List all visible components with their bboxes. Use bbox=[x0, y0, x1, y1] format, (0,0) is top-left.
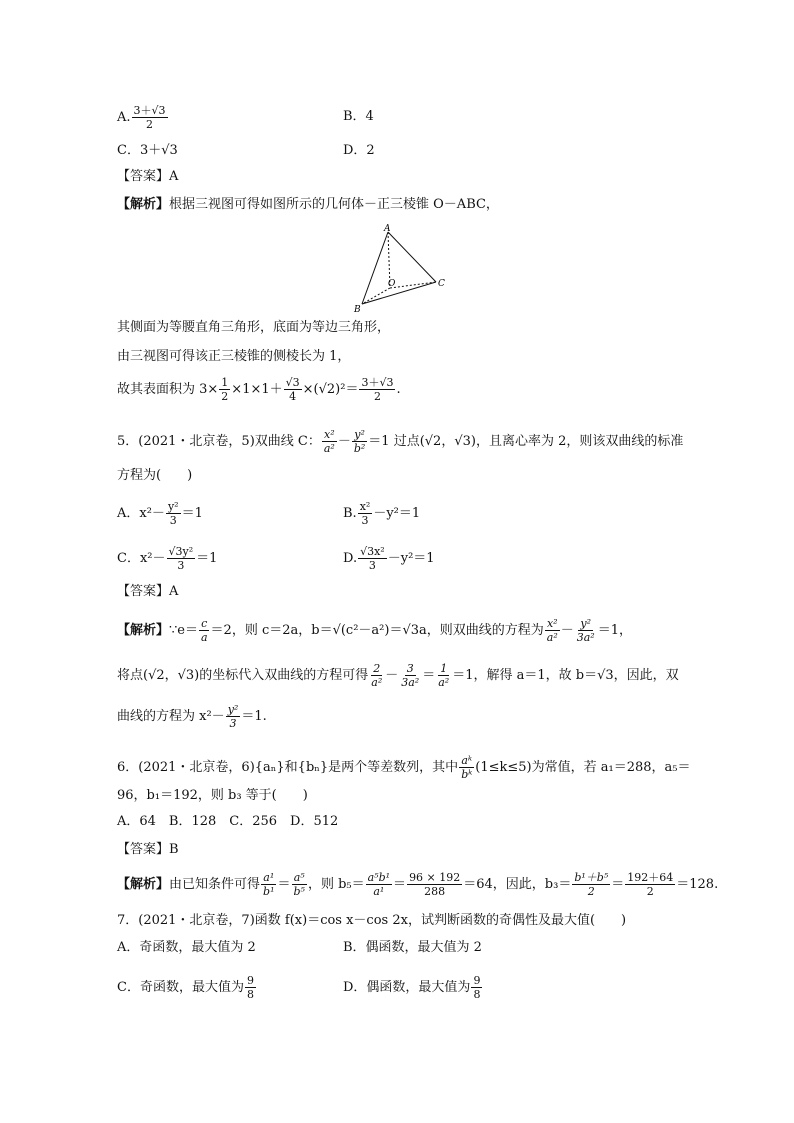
option-d: D．2 bbox=[343, 143, 375, 158]
fraction bbox=[436, 662, 451, 689]
numerator: √3 bbox=[285, 376, 300, 389]
option-b: B．4 bbox=[343, 109, 374, 124]
question-6-line2: 96，b₁＝192，则 b₃ 等于( ) bbox=[117, 788, 308, 803]
denominator: 3a² bbox=[401, 676, 420, 689]
text: 曲线的方程为 x²－ bbox=[117, 709, 225, 724]
numerator: y² bbox=[354, 428, 365, 441]
text: ×1×1＋ bbox=[231, 382, 283, 397]
text: － bbox=[337, 434, 351, 449]
fraction bbox=[132, 104, 168, 131]
text: ＝2，则 c＝2a，b＝√(c²－a²)＝√3a，则双曲线的方程为 bbox=[210, 623, 544, 638]
fraction bbox=[167, 545, 196, 572]
numerator: x² bbox=[324, 428, 335, 441]
numerator: b¹＋b⁵ bbox=[574, 871, 609, 884]
fraction bbox=[352, 428, 367, 455]
pyramid-figure bbox=[350, 224, 450, 316]
fraction bbox=[407, 871, 462, 898]
fraction bbox=[459, 754, 474, 781]
text: A．x²－ bbox=[117, 506, 165, 521]
numerator: 9 bbox=[246, 974, 254, 987]
text: C．奇函数，最大值为 bbox=[117, 980, 244, 995]
denominator: 2 bbox=[646, 885, 654, 898]
numerator: √3x² bbox=[360, 545, 385, 558]
denominator: 8 bbox=[246, 988, 254, 1001]
fraction bbox=[245, 974, 256, 1001]
text: 6．(2021・北京卷，6){aₙ}和{bₙ}是两个等差数列，其中 bbox=[117, 760, 459, 775]
fraction bbox=[572, 871, 610, 898]
text: D．偶函数，最大值为 bbox=[343, 980, 471, 995]
fraction bbox=[219, 376, 230, 403]
text: 故其表面积为 3× bbox=[117, 382, 219, 397]
text: 5．(2021・北京卷，5)双曲线 C： bbox=[117, 434, 321, 449]
denominator: bᵏ bbox=[461, 768, 473, 781]
text: D. bbox=[343, 551, 358, 566]
edge-bc bbox=[362, 282, 436, 304]
q7-option-b: B．偶函数，最大值为 2 bbox=[343, 940, 482, 955]
solution-q4-line4 bbox=[117, 376, 401, 403]
denominator: 3 bbox=[361, 514, 369, 527]
numerator: 192＋64 bbox=[627, 871, 674, 884]
denominator: b² bbox=[353, 442, 366, 455]
answer-q6: 【答案】B bbox=[117, 842, 179, 857]
q7-option-c bbox=[117, 974, 257, 1001]
text: －y²＝1 bbox=[387, 551, 435, 566]
text: ＝ bbox=[393, 877, 407, 892]
numerator: y² bbox=[167, 500, 179, 513]
text: ，则 b₅＝ bbox=[307, 877, 365, 892]
edge-ab bbox=[362, 232, 388, 304]
solution-tag: 【解析】 bbox=[117, 197, 170, 212]
numerator: y² bbox=[227, 703, 239, 716]
denominator: 3a² bbox=[576, 631, 595, 644]
edge-oc bbox=[390, 282, 436, 288]
denominator: 2 bbox=[146, 118, 154, 131]
denominator: a² bbox=[546, 631, 558, 644]
label-a: A bbox=[384, 224, 391, 234]
fraction bbox=[359, 376, 395, 403]
denominator: 3 bbox=[169, 514, 177, 527]
text: 由已知条件可得 bbox=[169, 877, 261, 892]
solution-text: 根据三视图可得如图所示的几何体－正三棱锥 O－ABC， bbox=[169, 197, 499, 212]
text: ＝ bbox=[277, 877, 291, 892]
denominator: a² bbox=[323, 442, 335, 455]
solution-q5-line1 bbox=[117, 617, 632, 644]
fraction bbox=[199, 617, 210, 644]
text: (1≤k≤5)为常值，若 a₁＝288，a₅＝ bbox=[475, 760, 691, 775]
text: ＝1， bbox=[597, 623, 632, 638]
fraction bbox=[358, 500, 373, 527]
edge-ac bbox=[388, 232, 436, 282]
denominator: 2 bbox=[221, 390, 229, 403]
numerator: 1 bbox=[440, 662, 448, 675]
q7-option-d bbox=[343, 974, 483, 1001]
solution-q5-line3 bbox=[117, 703, 267, 730]
answer-q4: 【答案】A bbox=[117, 169, 179, 184]
text: . bbox=[396, 382, 401, 397]
text: 将点(√2，√3)的坐标代入双曲线的方程可得 bbox=[117, 668, 369, 683]
denominator: 3 bbox=[368, 559, 376, 572]
question-6-options: A．64 B．128 C．256 D．512 bbox=[117, 814, 339, 829]
numerator: 3＋√3 bbox=[133, 104, 166, 117]
text: ＝1. bbox=[241, 709, 267, 724]
numerator: 3＋√3 bbox=[361, 376, 394, 389]
text: － bbox=[385, 668, 399, 683]
q7-option-a: A．奇函数，最大值为 2 bbox=[117, 940, 256, 955]
q5-option-d bbox=[343, 545, 435, 572]
numerator: x² bbox=[359, 500, 371, 513]
numerator: 96 × 192 bbox=[409, 871, 461, 884]
text: ＝ bbox=[422, 668, 436, 683]
denominator: a² bbox=[438, 676, 450, 689]
text: B. bbox=[343, 506, 357, 521]
solution-q4-line1 bbox=[117, 195, 499, 215]
label-b: B bbox=[354, 305, 361, 315]
numerator: x² bbox=[546, 617, 558, 630]
solution-tag: 【解析】 bbox=[117, 623, 170, 638]
numerator: aᵏ bbox=[461, 754, 472, 767]
fraction bbox=[226, 703, 241, 730]
numerator: 3 bbox=[406, 662, 414, 675]
denominator: 8 bbox=[473, 988, 481, 1001]
solution-q4-line3: 由三视图可得该正三棱锥的侧棱长为 1， bbox=[117, 349, 351, 364]
text: ＝1 bbox=[196, 551, 218, 566]
denominator: 3 bbox=[177, 559, 185, 572]
text: －y²＝1 bbox=[373, 506, 421, 521]
option-c: C．3＋√3 bbox=[117, 143, 178, 158]
option-label: A. bbox=[117, 110, 131, 125]
q5-option-c bbox=[117, 545, 217, 572]
edge-ob bbox=[362, 288, 390, 304]
text: ＝64，因此，b₃＝ bbox=[463, 877, 572, 892]
numerator: 9 bbox=[473, 974, 481, 987]
text: ＝1 过点(√2，√3)，且离心率为 2，则该双曲线的标准 bbox=[368, 434, 684, 449]
fraction bbox=[366, 871, 392, 898]
q5-option-a bbox=[117, 500, 203, 527]
fraction bbox=[284, 376, 302, 403]
text: C．x²－ bbox=[117, 551, 166, 566]
solution-q6 bbox=[117, 871, 718, 898]
denominator: 4 bbox=[289, 390, 297, 403]
fraction bbox=[358, 545, 387, 572]
fraction bbox=[322, 428, 337, 455]
answer-q5: 【答案】A bbox=[117, 584, 179, 599]
fraction bbox=[369, 662, 384, 689]
denominator: a¹ bbox=[373, 885, 385, 898]
fraction bbox=[292, 871, 307, 898]
question-5-line2: 方程为( ) bbox=[117, 468, 193, 483]
solution-tag: 【解析】 bbox=[117, 877, 170, 892]
text: ＝ bbox=[611, 877, 625, 892]
question-7-line1: 7．(2021・北京卷，7)函数 f(x)＝cos x－cos 2x，试判断函数的奇偶性及最大值( ) bbox=[117, 913, 627, 928]
text: ×(√2)²＝ bbox=[302, 382, 359, 397]
solution-q4-line2: 其侧面为等腰直角三角形，底面为等边三角形， bbox=[117, 320, 391, 335]
numerator: 2 bbox=[373, 662, 381, 675]
label-c: C bbox=[438, 279, 445, 289]
numerator: a⁵b¹ bbox=[367, 871, 391, 884]
question-6-line1 bbox=[117, 754, 690, 781]
q5-option-b bbox=[343, 500, 420, 527]
numerator: 1 bbox=[221, 376, 229, 389]
numerator: c bbox=[201, 617, 208, 630]
solution-q5-line2 bbox=[117, 662, 679, 689]
numerator: y² bbox=[580, 617, 592, 630]
text: － bbox=[560, 623, 574, 638]
denominator: b¹ bbox=[263, 885, 275, 898]
question-5-line1 bbox=[117, 428, 683, 455]
label-o: O bbox=[388, 279, 396, 289]
denominator: b⁵ bbox=[293, 885, 305, 898]
denominator: a² bbox=[371, 676, 383, 689]
text: ＝1 bbox=[181, 506, 203, 521]
fraction bbox=[261, 871, 276, 898]
fraction bbox=[166, 500, 181, 527]
text: ＝1，解得 a＝1，故 b＝√3，因此，双 bbox=[452, 668, 679, 683]
numerator: a⁵ bbox=[293, 871, 305, 884]
numerator: √3y² bbox=[168, 545, 194, 558]
text: ＝128. bbox=[676, 877, 719, 892]
fraction bbox=[399, 662, 421, 689]
denominator: 2 bbox=[373, 390, 381, 403]
fraction bbox=[545, 617, 560, 644]
denominator: 2 bbox=[587, 885, 595, 898]
denominator: 288 bbox=[424, 885, 446, 898]
denominator: 3 bbox=[229, 717, 237, 730]
fraction bbox=[471, 974, 482, 1001]
text: ∵e＝ bbox=[169, 623, 198, 638]
fraction bbox=[625, 871, 675, 898]
option-a bbox=[117, 104, 169, 131]
numerator: a¹ bbox=[263, 871, 275, 884]
fraction bbox=[575, 617, 597, 644]
denominator: a bbox=[200, 631, 208, 644]
